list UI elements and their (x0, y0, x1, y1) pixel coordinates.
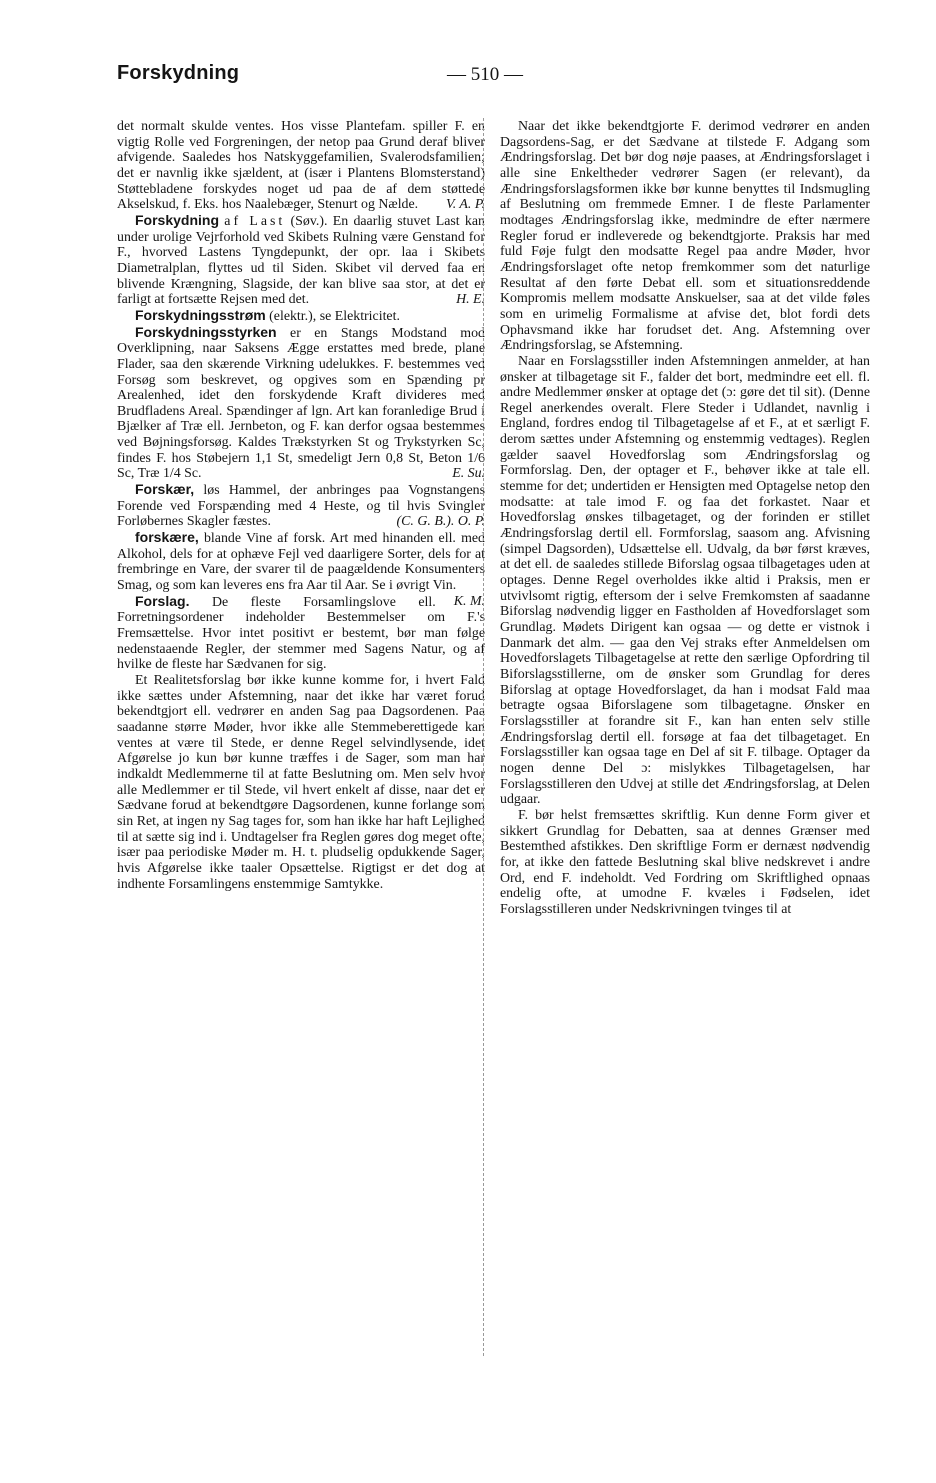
right-column (500, 119, 870, 917)
page-number: — 510 — (447, 64, 523, 85)
article-paragraph: F. bør helst fremsættes skriftlig. Kun denne Form giver et sikkert Grundlag for Debatten, saa at dennes Grænser med Bestemthed afstikkes. Den skriftlige Form er dernæst nødvendig for, at ikke den fattede Beslutning skal blive nedskrevet i andre Ord, end F. indeholdt. Ved Fordring om Skriftlighed opnaas endelig ofte, at umodne F. kvæles i Fødselen, idet Forslagsstilleren under Nedskrivningen tvinges til at (500, 807, 870, 917)
page-header (117, 62, 869, 102)
article-entry: Forslag. De fleste Forsamlingslove ell. Forretningsordener indeholder Bestemmelser om F.'s Fremsættelse. Hvor intet positivt er bestemt, bør man følge nedenstaaende Regler, der stemmer med Sagens Natur, og af hvilke de fleste har Sædvanen for sig. (117, 592, 485, 673)
article-paragraph: Naar en Forslagsstiller inden Afstemningen anmelder, at han ønsker at tilbagetage sit F., falder det bort, medmindre eet ell. fl. andre Medlemmer ønsker at optage det (ɔ: gøre det til sit). (Denne Regel anerkendes overalt. Flere Steder i Udlandet, navnlig i England, fordres endog til Tilbagetagelse af et F., at et særligt F. derom sættes under Afstemning og enstemmig vedtages). Reglen gælder saavel Hovedforslag som Ændringsforslag og Formforslag. Den, der optager et F., behøver ikke at tale ell. stemme for det; undertiden er Hensigten med Optagelse netop den modsatte: at tale imod F. og faa det forkastet. Naar et Hovedforslag ønskes tilbagetaget, og der forinden er stillet Ændringsforslag dertil ell. Formforslag, saasom ang. Afvisning (simpel Dagsorden), Udsættelse ell. Udvalg, da bør først kræves, at det ell. de saaledes stillede Biforslag ogsaa tilbagetages uden at optages. Denne Regel overholdes ikke altid i Praksis, men er utvivlsomt rigtig, eftersom der i selve Fremkomsten af saadanne Biforslag nødvendig ligger en Fastholden af Hovedforslaget som Grundlag. Mødets Dirigent kan ogsaa — og dette er vistnok i Danmark det alm. — gaa den Vej straks efter Anmeldelsen om Hovedforslagets Tilbagetagelse at rette den særlige Opfordring til Biforslagsstillerne, om de ønsker som Grundlag for deres Biforslag at optage Hovedforslaget, da han i modsat Fald maa betragte ogsaa Biforslagene som tilbagetagne. Ønsker en Forslagsstiller at forandre sit F., kan han enten selv stille Ændringsforslag dertil ell. forsøge at faa det tilbagetaget. En Forslagsstiller kan ogsaa tage en Del af sit F. tilbage. Optager da nogen denne Del ɔ: mislykkes Tilbagetagelsen, har Forslagsstilleren den Udvej at stille det Ændringsforslag, at Delen udgaar. (500, 353, 870, 808)
author-signature: E. Su. (452, 466, 485, 482)
author-signature: H. E. (456, 292, 485, 308)
column-divider (483, 118, 484, 1356)
author-signature: (C. G. B.). O. P. (396, 514, 485, 530)
article-entry: Forskydning af Last (Søv.). En daarlig stuvet Last kan under urolige Vejrforhold ved Skibets Rulning være Genstand for F., hvorved Lastens Tyngdepunkt, der opr. laa i Skibets Diametralplan, flyttes ud til Siden. Skibet vil derved faa en blivende Krængning, Slagside, der kan blive saa stor, at det er farligt at fortsætte Rejsen med det. H. E. (117, 211, 485, 308)
article-entry: forskære, blande Vine af forsk. Art med hinanden ell. med Alkohol, dels for at ophæve Fejl ved daarligere Sorter, dels for at frembringe en Vare, der svarer til de paagældende Konsumenters Smag, og som kan leveres ens fra Aar til Aar. Se i øvrigt Vin. K. M. (117, 529, 485, 609)
article-paragraph: Naar det ikke bekendtgjorte F. derimod vedrører en anden Dagsordens-Sag, er det Sædvane at tilstede F. Adgang som Ændringsforslag. Det bør dog nøje paases, at Ændringsforslaget i alle sine Enkeltheder vedrører Sagen (er relevant), da Ændringsforslagsformen ikke bør kunne benyttes til Indsmugling af Beslutning om fremmede Emner. I de fleste Parlamenter modtages Ændringsforslag ikke, medmindre de efter nærmere Regler forud er indleverede og bekendtgjorte. Praksis har med fuld Føje fulgt den modsatte Regel paa andre Møder, hvor Ændringsforslaget ofte netop fremkommer som det naturlige Resultat af den førte Debat ell. som et situationsreddende Kompromis mellem modsatte Anskuelser, saa at det vilde føles som en urimelig Formalisme at afvise det, blot fordi dets Ophavsmand ikke har forudset det. Ang. Afstemning over Ændringsforslag, se Afstemning. (500, 119, 870, 354)
left-column (117, 119, 485, 892)
article-paragraph: det normalt skulde ventes. Hos visse Plantefam. spiller F. en vigtig Rolle ved Forgreningen, der netop paa Grund deraf bliver afvigende. Saaledes hos Natskyggefamilien, Svalerodsfamilien; det er navnlig ikke sjældent, at (især i Plantens Blomsterstand) Støttebladene forskydes noget ud paa de af dem støttede Akselskud, f. Eks. hos Naalebæger, Stenurt og Nælde. V. A. P. (117, 119, 485, 213)
article-paragraph: Et Realitetsforslag bør ikke kunne komme for, i hvert Fald ikke sættes under Afstemning, naar det ikke har været forud bekendtgjort ell. vedrører en anden Sag paa Dagsordenen. Paa saadanne større Møder, hvor ikke alle Stemmeberettigede kan ventes at være til Stede, er denne Regel selvindlysende, idet Afgørelse jo kun bør kunne træffes i de Sager, som man har indkaldt Medlemmerne til at fatte Beslutning om. Men selv hvor alle Medlemmer er til Stede, vil hvert enkelt af disse, naar det er Sædvane forud at bekendtgøre Dagsordenen, kunne forlange som sin Ret, at ingen ny Sag tages for, som han ikke har haft Lejlighed til at sætte sig ind i. Undtagelser fra Reglen gøres dog meget ofte, især paa periodiske Møder m. H. t. pludselig opdukkende Sager, hvis Afgørelse ikke taaler Opsættelse. Rigtigst er det dog at indhente Forsamlingens enstemmige Samtykke. (117, 672, 485, 892)
headword: Forskydningsstyrken (135, 323, 277, 340)
author-signature: V. A. P. (446, 197, 485, 213)
article-entry: Forskydningsstyrken er en Stangs Modstand mod Overklipning, naar Saksens Ægge erstattes med brede, plane Flader, saa den skærende Virkning udelukkes. F. bestemmes ved Forsøg som beskrevet, og opgives som en Spænding pr Arealenhed, idet den forskydende Kraft divideres med Brudfladens Areal. Spændinger af lgn. Art kan foranledige Brud i Bjælker af Træ ell. Jernbeton, og F. kan derfor ogsaa bestemmes ved Bøjningsforsøg. Kaldes Trækstyrken St og Trykstyrken Sc, findes F. hos Støbejern 1,1 St, smedeligt Jern 0,8 St, Beton 1/6 Sc, Træ 1/4 Sc. E. Su. (117, 323, 485, 482)
spaced-term: af Last (224, 213, 286, 229)
headword: Forslag. (135, 592, 190, 609)
article-entry: Forskydningsstrøm (elektr.), se Elektricitet. (135, 306, 400, 324)
running-head-title: Forskydning (117, 62, 240, 84)
headword: Forskydningsstrøm (135, 306, 266, 323)
headword: Forskær, (135, 481, 195, 498)
headword: forskære, (135, 529, 199, 546)
article-entry: Forskær, løs Hammel, der anbringes paa Vognstangens Forende ved Forspænding med 4 Heste, og til hvis Svingler Forløbernes Skagler fæstes. (C. G. B.). O. P. (117, 481, 485, 530)
headword: Forskydning (135, 211, 220, 228)
author-signature: K. M. (453, 593, 485, 609)
